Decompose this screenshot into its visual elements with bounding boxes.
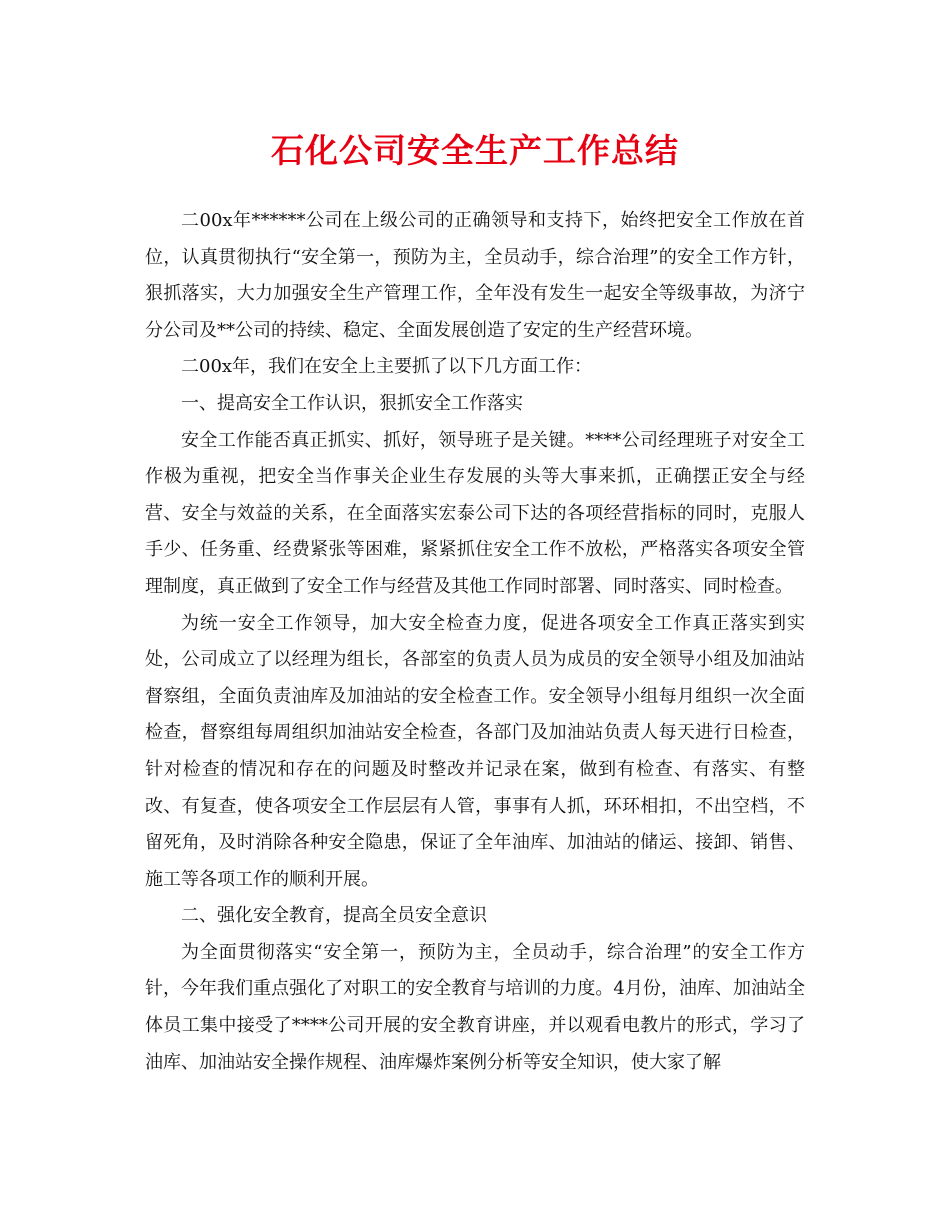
summary-lead-paragraph: 二00x年，我们在安全上主要抓了以下几方面工作： — [181, 356, 593, 378]
document-body — [145, 203, 805, 1081]
section-heading-1: 一、提高安全工作认识，狠抓安全工作落实 — [181, 392, 523, 414]
section-heading-2: 二、强化安全教育，提高全员安全意识 — [181, 905, 487, 927]
intro-paragraph: 二00x年******公司在上级公司的正确领导和支持下，始终把安全工作放在首位，认真贯彻执行“安全第一，预防为主，全员动手，综合治理”的安全工作方针，狠抓落实，大力加强安全生产管理工作，全年没有发生一起安全等级事故，为济宁分公司及**公司的持续、稳定、全面发展创造了安定的生产经营环境。 — [145, 210, 805, 341]
section-2-paragraph-1: 为全面贯彻落实“安全第一，预防为主，全员动手，综合治理”的安全工作方针，今年我们重点强化了对职工的安全教育与培训的力度。4月份，油库、加油站全体员工集中接受了****公司开展的安全教育讲座，并以观看电教片的形式，学习了油库、加油站安全操作规程、油库爆炸案例分析等安全知识，使大家了解 — [145, 941, 805, 1073]
document-title: 石化公司安全生产工作总结 — [271, 131, 679, 170]
section-1-paragraph-2: 为统一安全工作领导，加大安全检查力度，促进各项安全工作真正落实到实处，公司成立了以经理为组长，各部室的负责人员为成员的安全领导小组及加油站督察组，全面负责油库及加油站的安全检查工作。安全领导小组每月组织一次全面检查，督察组每周组织加油站安全检查，各部门及加油站负责人每天进行日检查，针对检查的情况和存在的问题及时整改并记录在案，做到有检查、有落实、有整改、有复查，使各项安全工作层层有人管，事事有人抓，环环相扣，不出空档，不留死角，及时消除各种安全隐患，保证了全年油库、加油站的储运、接卸、销售、施工等各项工作的顺利开展。 — [145, 612, 805, 890]
section-1-paragraph-1: 安全工作能否真正抓实、抓好，领导班子是关键。****公司经理班子对安全工作极为重视，把安全当作事关企业生存发展的头等大事来抓，正确摆正安全与经营、安全与效益的关系，在全面落实宏泰公司下达的各项经营指标的同时，克服人手少、任务重、经费紧张等困难，紧紧抓住安全工作不放松，严格落实各项安全管理制度，真正做到了安全工作与经营及其他工作同时部署、同时落实、同时检查。 — [145, 429, 805, 597]
